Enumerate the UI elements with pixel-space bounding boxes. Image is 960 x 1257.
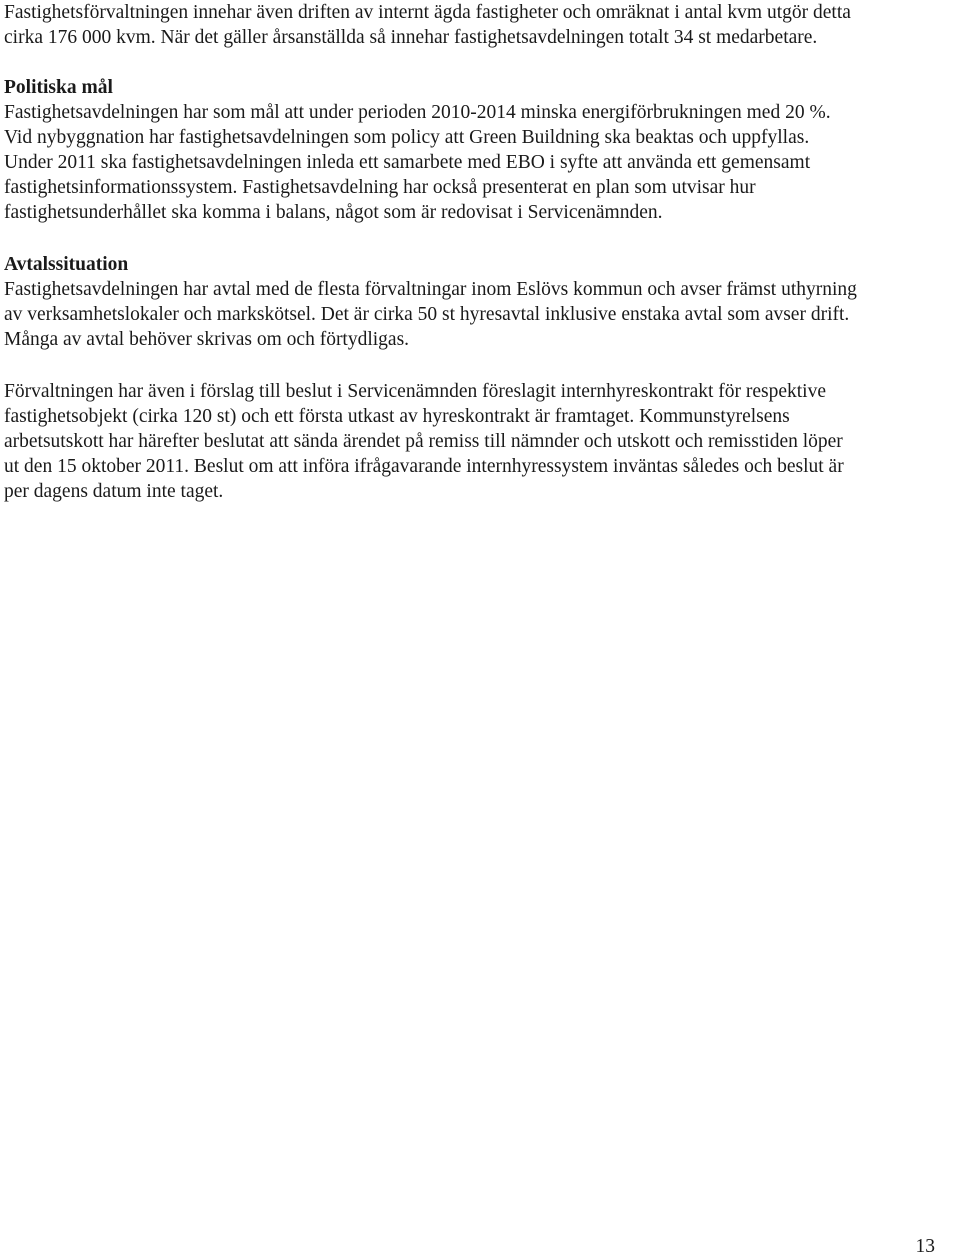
text-line: arbetsutskott har härefter beslutat att sända ärendet på remiss till nämnder och utskott och remisstiden löper: [4, 431, 843, 452]
section-avtalssituation: [4, 252, 956, 352]
text-line: per dagens datum inte taget.: [4, 481, 224, 502]
text-line: Fastighetsavdelningen har som mål att under perioden 2010-2014 minska energiförbrukningen med 20 %.: [4, 102, 831, 123]
spacer: [4, 50, 956, 75]
text-line: Under 2011 ska fastighetsavdelningen inleda ett samarbete med EBO i syfte att använda ett gemensamt: [4, 152, 811, 173]
text-line: cirka 176 000 kvm. När det gäller årsanställda så innehar fastighetsavdelningen totalt 34 st medarbetare.: [4, 27, 818, 48]
text-line: av verksamhetslokaler och markskötsel. Det är cirka 50 st hyresavtal inklusive enstaka avtal som avser drift.: [4, 304, 850, 325]
text-line: Fastighetsavdelningen har avtal med de flesta förvaltningar inom Eslövs kommun och avser främst uthyrning: [4, 279, 857, 300]
text-line: ut den 15 oktober 2011. Beslut om att införa ifrågavarande internhyressystem inväntas således och beslut är: [4, 456, 844, 477]
section-heading: Politiska mål: [4, 77, 113, 98]
spacer: [4, 225, 956, 252]
page-number: 13: [915, 1236, 935, 1257]
text-line: Förvaltningen har även i förslag till beslut i Servicenämnden föreslagit internhyreskontrakt för respektive: [4, 381, 827, 402]
text-line: fastighetsobjekt (cirka 120 st) och ett första utkast av hyreskontrakt är framtaget. Kommunstyrelsens: [4, 406, 790, 427]
document-page: [4, 0, 956, 504]
section-politiska-mal: [4, 75, 956, 225]
spacer: [4, 352, 956, 379]
text-line: Vid nybyggnation har fastighetsavdelningen som policy att Green Buildning ska beaktas och uppfyllas.: [4, 127, 810, 148]
text-line: Många av avtal behöver skrivas om och förtydligas.: [4, 329, 410, 350]
text-line: Fastighetsförvaltningen innehar även driften av internt ägda fastigheter och omräknat i antal kvm utgör detta: [4, 2, 851, 23]
avtalssituation-paragraph-2: [4, 379, 956, 504]
text-line: fastighetsinformationssystem. Fastighetsavdelning har också presenterat en plan som utvisar hur: [4, 177, 756, 198]
intro-paragraph: [4, 0, 956, 50]
text-line: fastighetsunderhållet ska komma i balans, något som är redovisat i Servicenämnden.: [4, 202, 663, 223]
section-heading: Avtalssituation: [4, 254, 129, 275]
